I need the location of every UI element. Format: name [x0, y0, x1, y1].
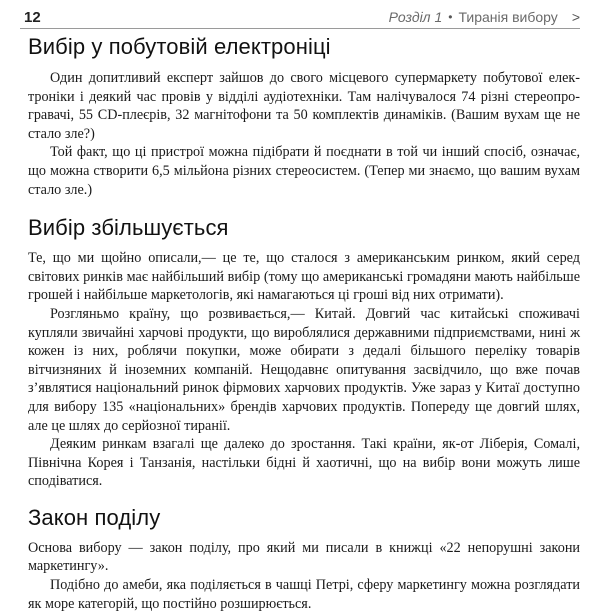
section-title-law-of-division: Закон поділу	[28, 504, 161, 530]
chevron-right-icon: >	[571, 9, 580, 25]
section-title-electronics: Вибір у побутовій електроніці	[28, 34, 331, 59]
page-number: 12	[24, 8, 41, 26]
paragraph: Деяким ринкам взагалі ще далеко до зростання. Такі країни, як-от Ліберія, Сомалі, Північна Корея і Танзанія, настільки бідні й хаотичні, що на вибір вони можуть лише сподіватися.	[28, 436, 580, 490]
paragraph: Основа вибору — закон поділу, про який ми писали в книжці «22 непорушні закони маркетингу».	[28, 539, 580, 575]
paragraph: Те, що ми щойно описали,— це те, що сталося з американським ринком, який серед світових ринків має найбільший вибір (тому що американські громадяни мають найбільше грошей і найбільше маркетологів, які намагаються ці гроші від них отримати).	[28, 250, 580, 304]
section-title-choice-grows: Вибір збільшується	[28, 215, 229, 241]
running-header	[20, 6, 580, 29]
paragraph: Один допитливий експерт зайшов до свого місцевого супермаркету побутової електроніки і деякий час провів у відділі аудіотехніки. Там налічувалося 74 різні стереопрогравачі, 55 CD-плеєрів, 32 магнітофони та 50 комплектів динаміків. (Вашим вухам ще не стало зле?)	[28, 70, 580, 142]
chapter-title: Тиранія вибору	[458, 9, 558, 25]
paragraph: Той факт, що ці пристрої можна підібрати й поєднати в той чи інший спосіб, означає, що можна створити 6,5 мільйона різних стереосистем. (Тепер ми знаємо, що вашим вухам стало зле.)	[28, 144, 580, 198]
chapter-reference	[389, 9, 580, 25]
chapter-label: Розділ 1	[388, 9, 443, 25]
paragraph: Розгляньмо країну, що розвивається,— Китай. Довгий час китайські споживачі купляли звичайні харчові продукти, що вироблялися державними підприємствами, нині ж кожен із них, роблячи покупки, може обирати з дедалі більшого переліку товарів вітчизняних й іноземних компаній. Нещодавнє опитування засвідчило, що вже почав з’являтися національний ринок фірмових харчових продуктів. Уже зараз у Китаї доступно для вибору 135 «національних» брендів харчових продуктів. Попереду ще довгий шлях, але це шлях до серйозної тиранії.	[28, 305, 580, 434]
page-body	[28, 34, 580, 613]
bullet-separator: •	[448, 10, 453, 24]
paragraph: Подібно до амеби, яка поділяється в чашці Петрі, сферу маркетингу можна розглядати як море категорій, що постійно розширюється.	[28, 577, 580, 612]
